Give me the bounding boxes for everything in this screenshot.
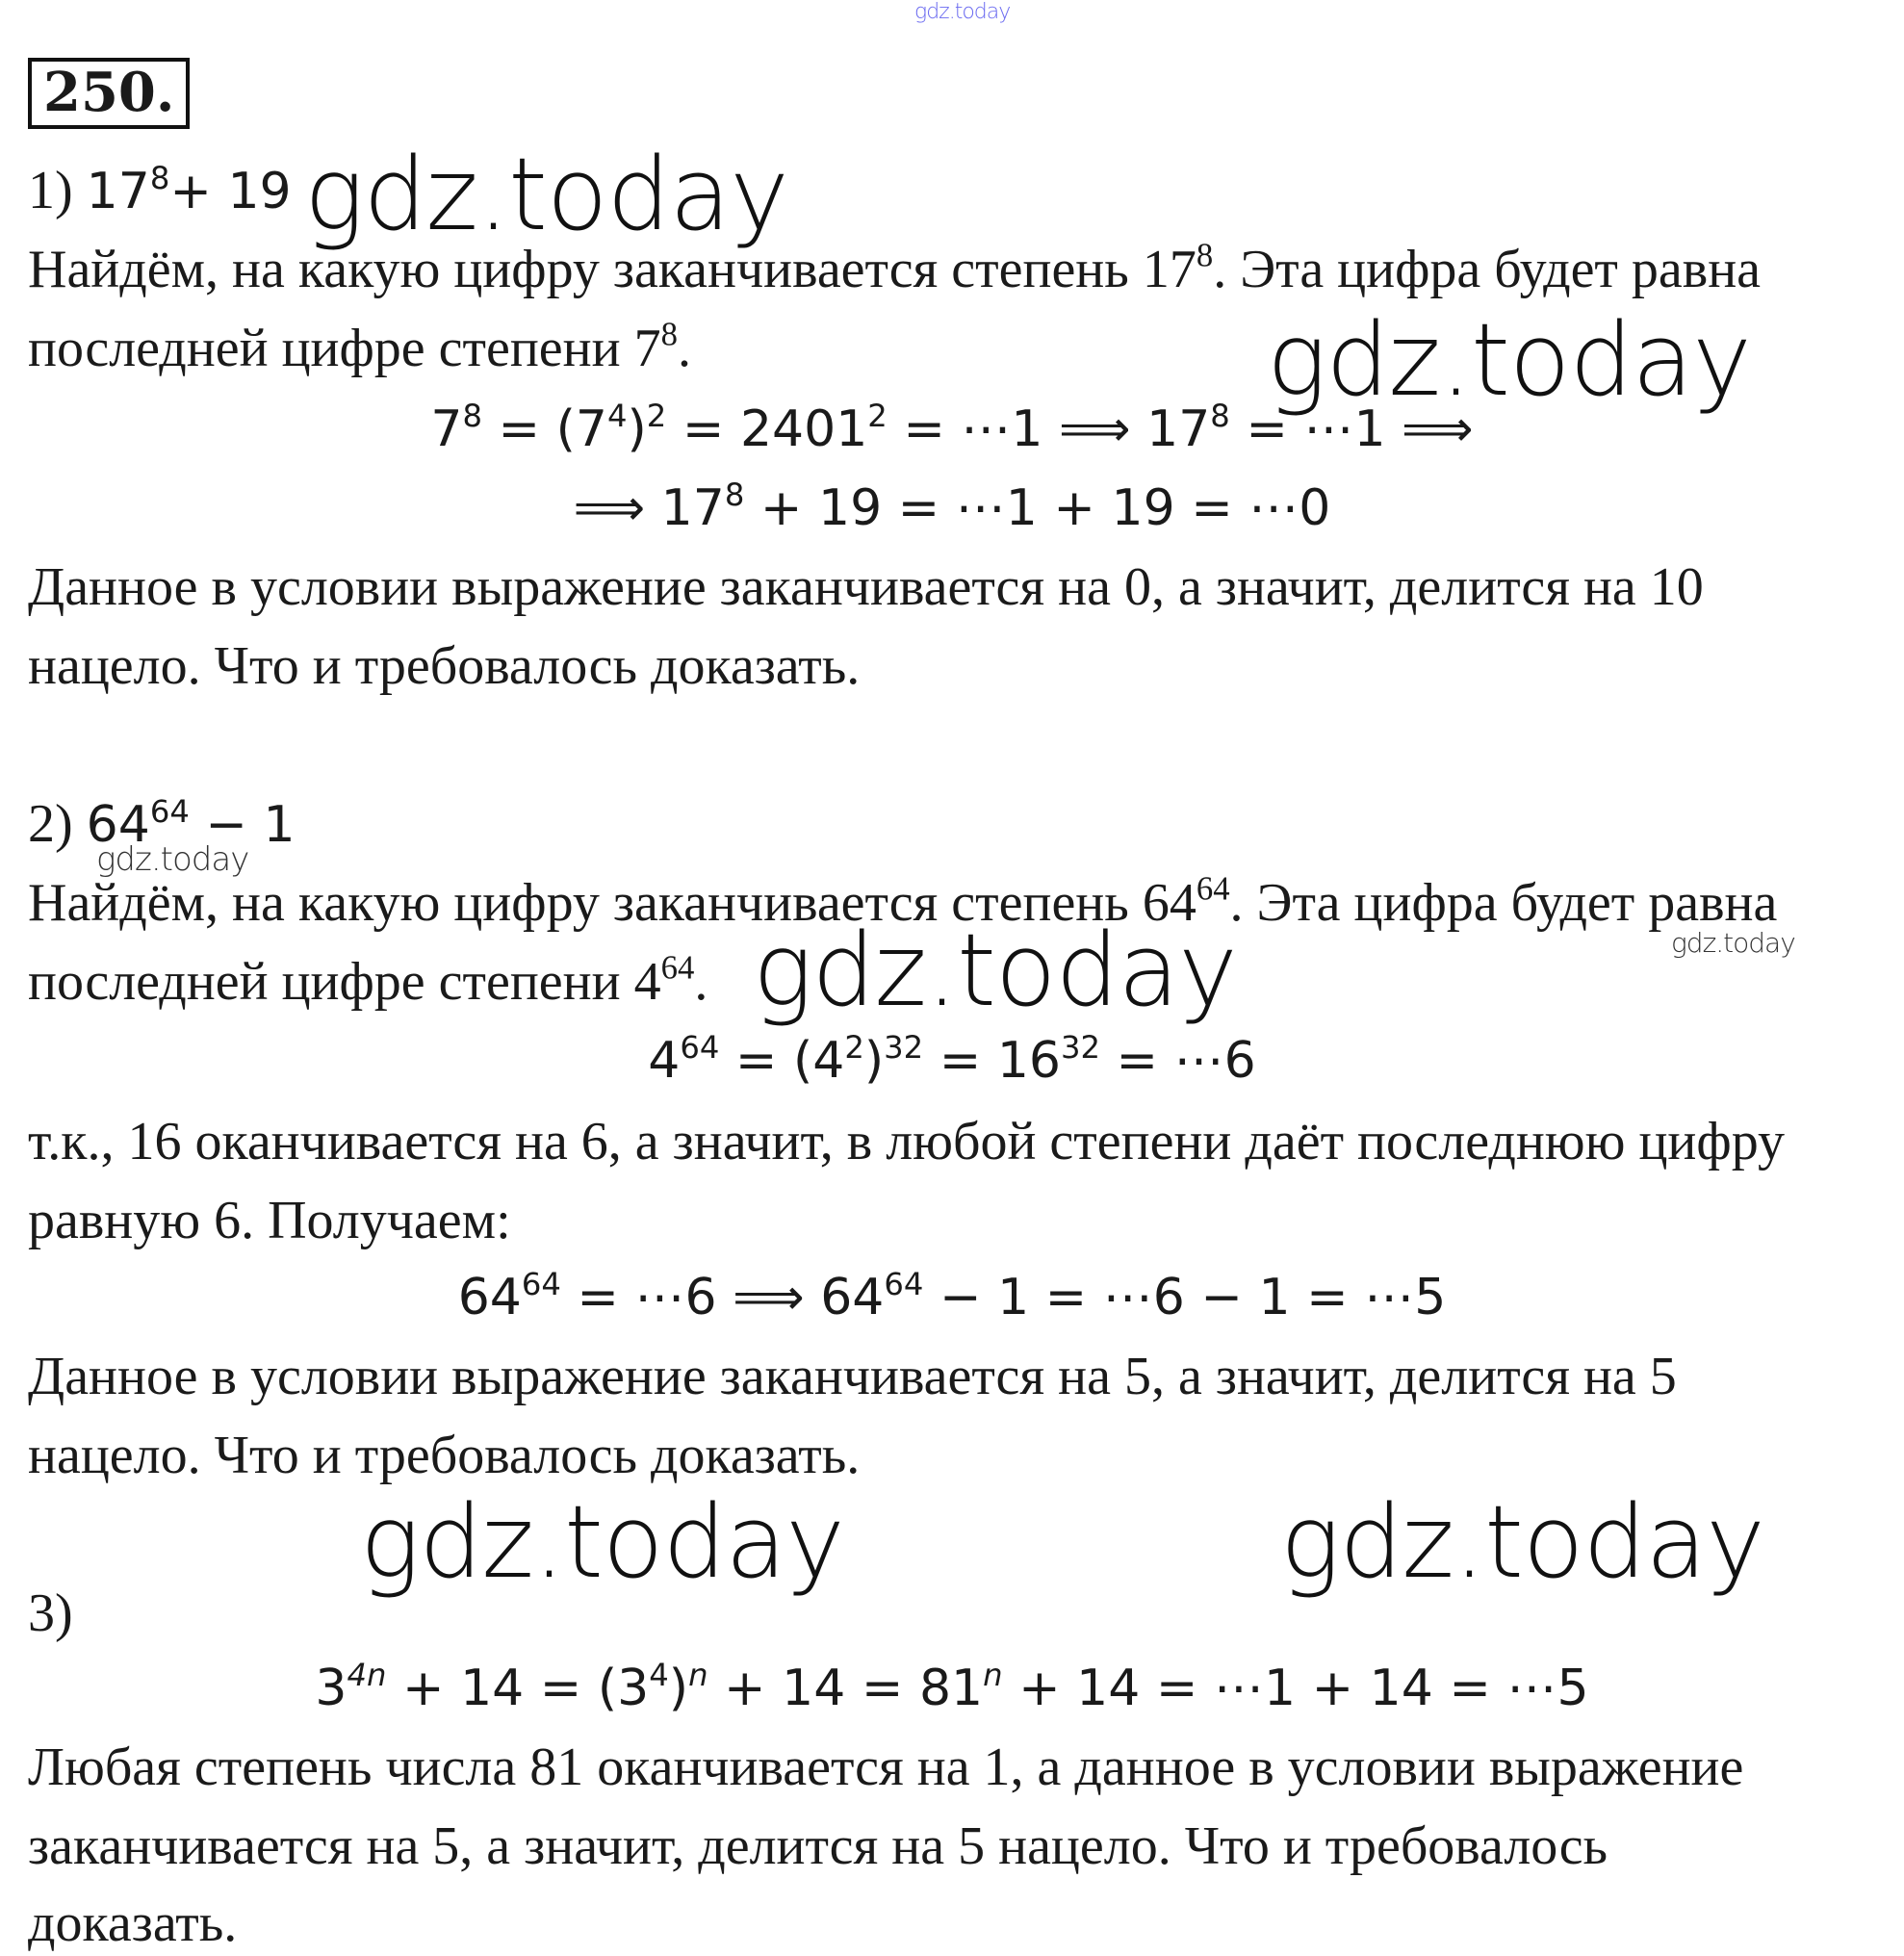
watermark-4: gdz.today bbox=[1671, 927, 1795, 959]
watermark-6: gdz.today bbox=[360, 1483, 844, 1601]
part2-conclusion-1: Данное в условии выражение заканчивается на 5, а значит, делится на 5 bbox=[28, 1347, 1677, 1406]
part2-conclusion-2: нацело. Что и требовалось доказать. bbox=[28, 1426, 861, 1485]
part3-text-3: доказать. bbox=[28, 1893, 238, 1953]
problem-number: 250. bbox=[28, 58, 190, 129]
part1-equation-1: $7^8 = (7^4)^2 = 2401^2$ = ⋯1 ⟹ $17^8$ = ⋯1 ⟹ bbox=[430, 398, 1474, 458]
part1-label: 1) bbox=[28, 161, 73, 220]
part2-line2: последней цифре степени $4^{64}$. bbox=[28, 948, 708, 1012]
part2-heading: 2) $64^{64} - 1$ bbox=[28, 793, 296, 854]
part3-equation: $3^{4n} + 14 = (3^4)^n + 14 = 81^n + 14$ = ⋯1 + 14 = ⋯5 bbox=[315, 1657, 1589, 1717]
part2-explain-2: равную 6. Получаем: bbox=[28, 1191, 511, 1250]
watermark-3: gdz.today bbox=[96, 840, 249, 879]
watermark-7: gdz.today bbox=[1280, 1483, 1764, 1601]
watermark-5: gdz.today bbox=[753, 912, 1237, 1029]
part1-line2: последней цифре степени $7^8$. bbox=[28, 315, 691, 378]
part2-explain-1: т.к., 16 оканчивается на 6, а значит, в любой степени даёт последнюю цифру bbox=[28, 1112, 1785, 1171]
part1-heading: 1) $17^8+ 19$ bbox=[28, 160, 292, 220]
part3-text-1: Любая степень числа 81 оканчивается на 1, а данное в условии выражение bbox=[28, 1737, 1744, 1797]
watermark-top: gdz.today bbox=[914, 0, 1011, 24]
part2-equation-1: $4^{64} = (4^2)^{32} = 16^{32}$ = ⋯6 bbox=[648, 1029, 1256, 1090]
part3-label: 3) bbox=[28, 1583, 73, 1643]
part1-conclusion-2: нацело. Что и требовалось доказать. bbox=[28, 636, 861, 696]
part1-conclusion-1: Данное в условии выражение заканчивается на 0, а значит, делится на 10 bbox=[28, 557, 1704, 617]
part1-equation-2: ⟹ $17^8 + 19$ = ⋯1 + 19 = ⋯0 bbox=[573, 476, 1331, 537]
part3-text-2: заканчивается на 5, а значит, делится на 5 нацело. Что и требовалось bbox=[28, 1816, 1608, 1876]
part2-line1: Найдём, на какую цифру заканчивается степень $64^{64}$. Эта цифра будет равна bbox=[28, 869, 1778, 933]
part2-label: 2) bbox=[28, 794, 73, 854]
part1-line1: Найдём, на какую цифру заканчивается степень $17^8$. Эта цифра будет равна bbox=[28, 236, 1762, 299]
part2-equation-2: $64^{64}$ = ⋯6 ⟹ $64^{64} - 1$ = ⋯6 − 1 = ⋯5 bbox=[457, 1266, 1447, 1326]
watermark-2: gdz.today bbox=[1267, 301, 1751, 419]
watermark-1: gdz.today bbox=[304, 136, 788, 253]
